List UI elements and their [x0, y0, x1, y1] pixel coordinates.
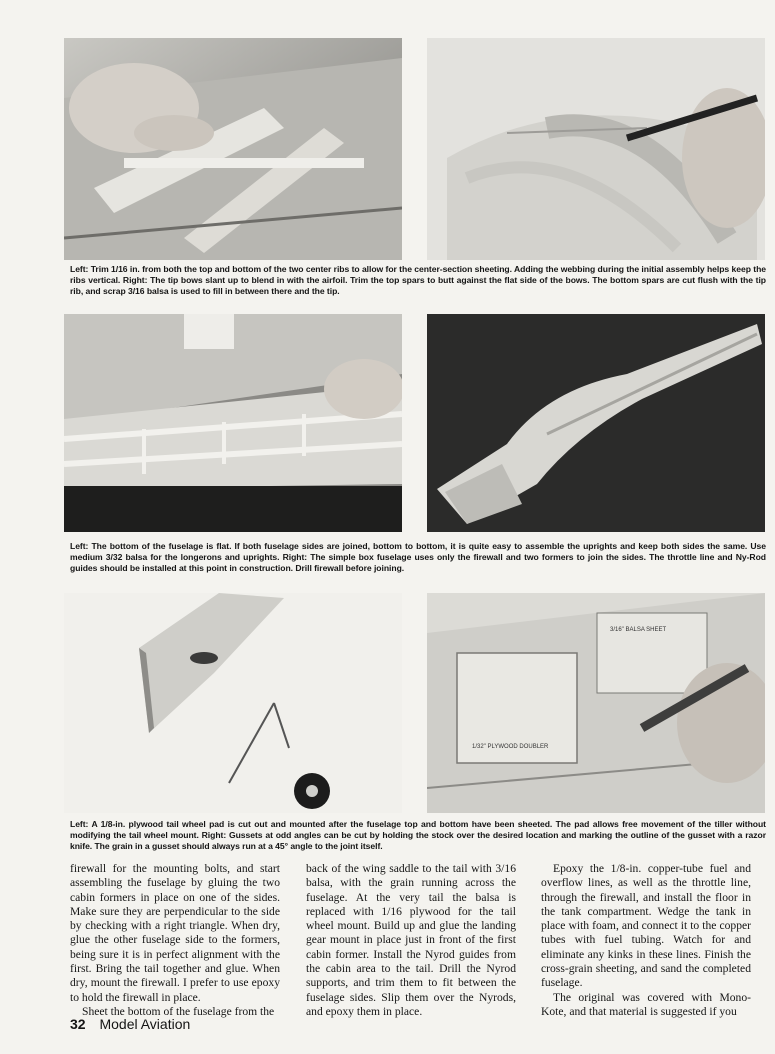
photo-center-ribs: [64, 38, 402, 260]
photo-tail-wheel-pad-image: [64, 593, 402, 813]
body-paragraph: Epoxy the 1/8-in. copper-tube fuel and overflow lines, as well as the throttle line, through the firewall, and install the floor in the tank compartment. Wedge the tank in place with foam, and connect it to the copper tubes with fuel tubing. Watch for and eliminate any kinks in these lines. Finish the cross-grain sheeting, and sand the completed fuselage.: [541, 862, 751, 990]
body-paragraph: The original was covered with Mono-Kote, and that material is suggested if you: [541, 990, 751, 1018]
page-footer: [70, 1016, 190, 1032]
photo-tip-bows-image: [427, 38, 765, 260]
caption-tail-photos: Left: A 1/8-in. plywood tail wheel pad is cut out and mounted after the fuselage top and bottom have been sheeted. The pad allows free movement of the tiller without modifying the tail wheel mount. Right: Gussets at odd angles can be cut by holding the stock over the desired location and marking the outline of the gusset with a razor knife. The grain in a gusset should always run at a 45° angle to the joint itself.: [70, 819, 766, 851]
photo-fuselage-sides: [64, 314, 402, 532]
body-paragraph: back of the wing saddle to the tail with 3/16 balsa, with the grain running across the fuselage. At the very tail the balsa is replaced with 1/16 plywood for the tail wheel mount. Build up and glue the landing gear mount in place just in front of the first cabin former. Install the Nyrod guides from the cabin area to the tail. Drill the Nyrod supports, and trim them to fit between the fuselage sides. Slip them over the Nyrods, and epoxy them in place.: [306, 862, 516, 1018]
plan-label-plywood: 1/32" PLYWOOD DOUBLER: [472, 744, 549, 750]
photo-tip-bows: [427, 38, 765, 260]
photo-box-fuselage: [427, 314, 765, 532]
caption-wing-photos: Left: Trim 1/16 in. from both the top and bottom of the two center ribs to allow for the center-section sheeting. Adding the webbing during the initial assembly helps keep the ribs vertical. Right: The tip bows slant up to blend in with the airfoil. Trim the top spars to butt against the flat side of the bows. The bottom spars are cut flush with the tip rib, and scrap 3/16 balsa is used to fill in between there and the tip.: [70, 264, 766, 296]
magazine-name: Model Aviation: [99, 1016, 191, 1032]
photo-gusset-cutting-image: [427, 593, 765, 813]
photo-fuselage-sides-image: [64, 314, 402, 532]
body-paragraph: Sheet the bottom of the fuselage from the: [82, 1004, 275, 1018]
photo-tail-wheel-pad: [64, 593, 402, 813]
photo-center-ribs-image: [64, 38, 402, 260]
body-paragraph: firewall for the mounting bolts, and start assembling the fuselage by gluing the two cabin formers in place on one of the sides. Make sure they are perpendicular to the side by checking with a right triangle. When dry, glue the other fuselage side to the formers, being sure it is in perfect alignment with the first. Bring the tail together and glue. When dry, mount the firewall. I prefer to use epoxy to hold the firewall in place.: [70, 862, 280, 1004]
body-column-2: [306, 862, 516, 1019]
caption-fuselage-photos: Left: The bottom of the fuselage is flat. If both fuselage sides are joined, bottom to bottom, it is quite easy to assemble the uprights and keep both sides the same. Use medium 3/32 balsa for the longerons and uprights. Right: The simple box fuselage uses only the firewall and two formers to join the sides. The throttle line and Ny-Rod guides should be installed at this point in construction. Drill firewall before joining.: [70, 541, 766, 573]
body-column-3: [541, 862, 751, 1019]
plan-label-balsa: 3/16" BALSA SHEET: [610, 627, 667, 633]
photo-box-fuselage-image: [427, 314, 765, 532]
body-column-1: [70, 862, 280, 1019]
page-number: 32: [70, 1016, 86, 1032]
photo-gusset-cutting: [427, 593, 765, 813]
